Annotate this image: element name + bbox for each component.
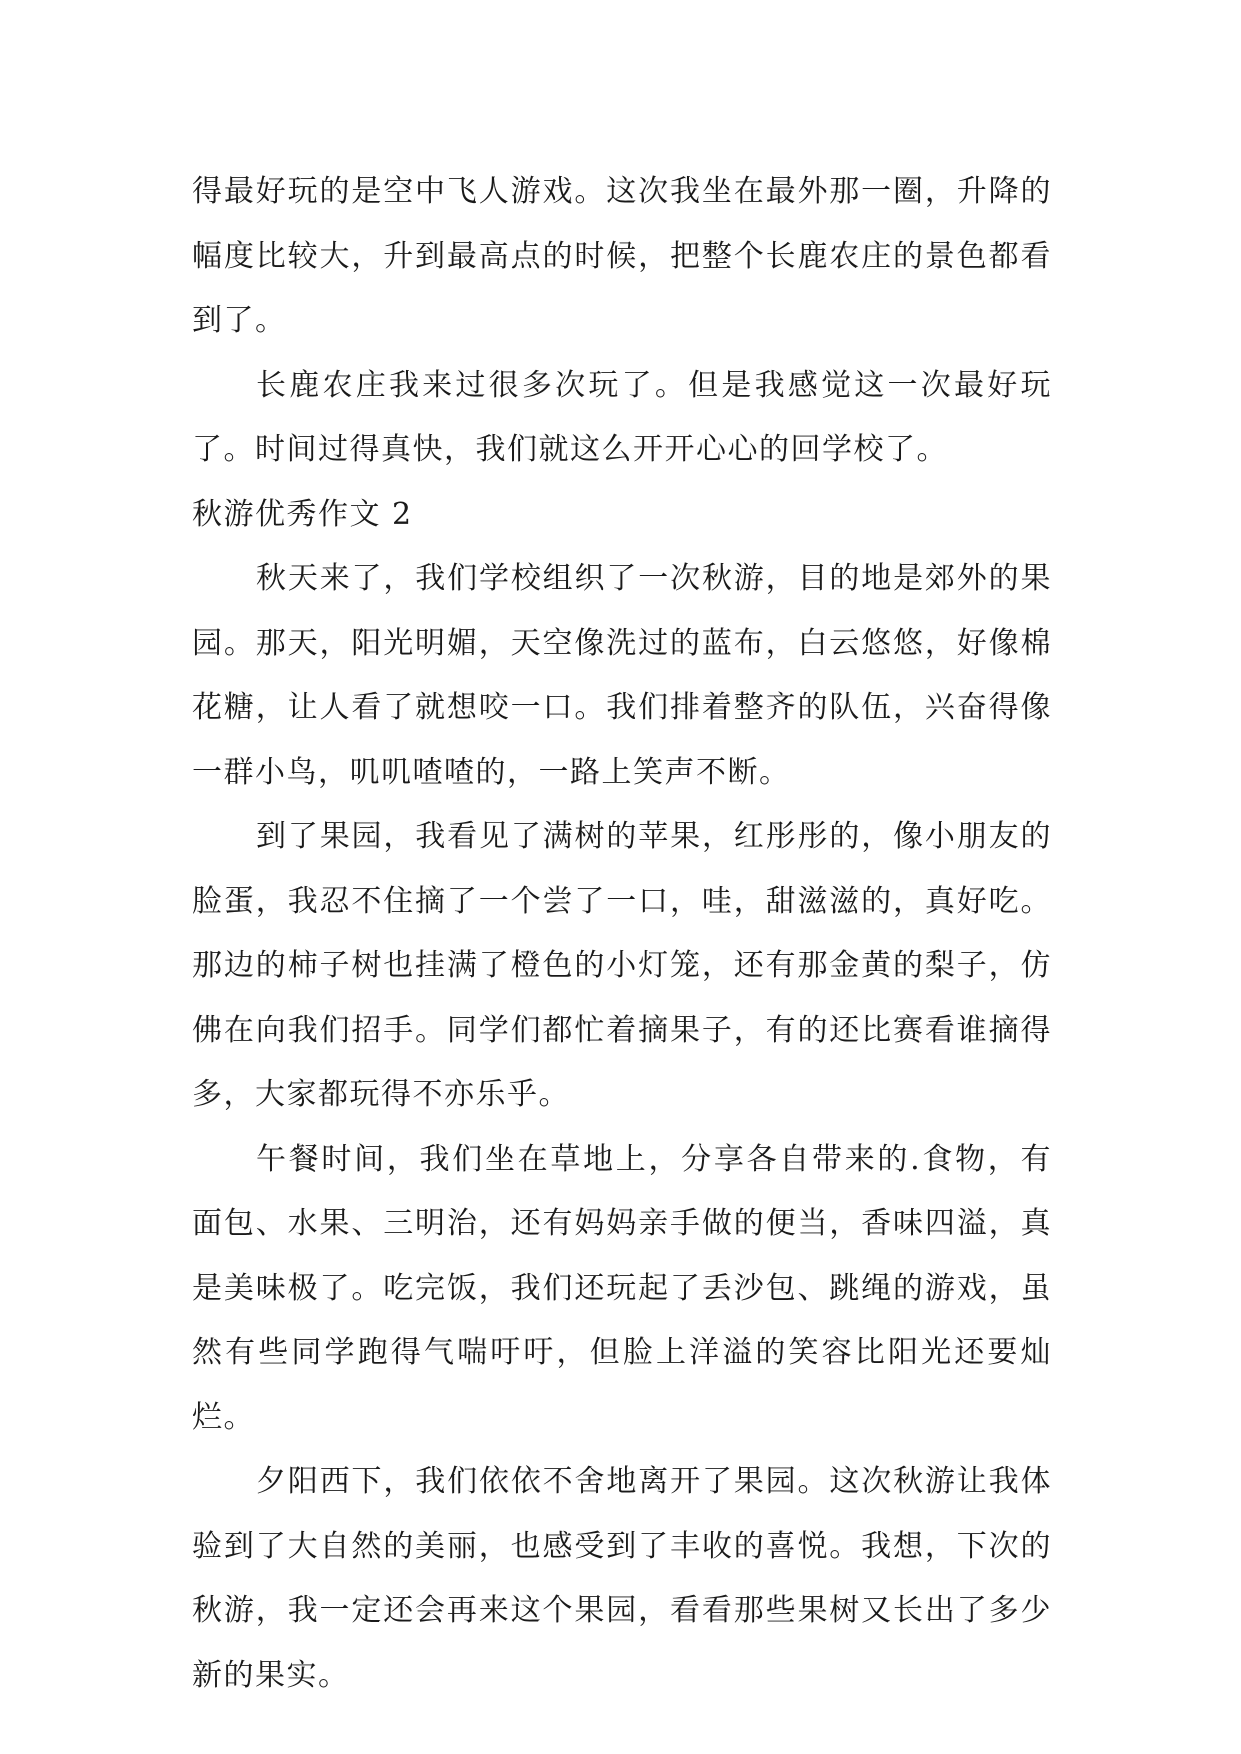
paragraph-continued: 得最好玩的是空中飞人游戏。这次我坐在最外那一圈，升降的幅度比较大，升到最高点的时候，把整个长鹿农庄的景色都看到了。 — [192, 174, 1052, 338]
paragraph: 秋天来了，我们学校组织了一次秋游，目的地是郊外的果园。那天，阳光明媚，天空像洗过的蓝布，白云悠悠，好像棉花糖，让人看了就想咬一口。我们排着整齐的队伍，兴奋得像一群小鸟，叽叽喳喳的，一路上笑声不断。 — [192, 561, 1052, 790]
document-body — [192, 160, 1052, 1708]
paragraph: 到了果园，我看见了满树的苹果，红彤彤的，像小朋友的脸蛋，我忍不住摘了一个尝了一口，哇，甜滋滋的，真好吃。那边的柿子树也挂满了橙色的小灯笼，还有那金黄的梨子，仿佛在向我们招手。同学们都忙着摘果子，有的还比赛看谁摘得多，大家都玩得不亦乐乎。 — [192, 819, 1052, 1112]
paragraph: 午餐时间，我们坐在草地上，分享各自带来的.食物，有面包、水果、三明治，还有妈妈亲手做的便当，香味四溢，真是美味极了。吃完饭，我们还玩起了丢沙包、跳绳的游戏，虽然有些同学跑得气喘吁吁，但脸上洋溢的笑容比阳光还要灿烂。 — [192, 1141, 1052, 1435]
section-heading: 秋游优秀作文 2 — [192, 496, 413, 532]
paragraph: 长鹿农庄我来过很多次玩了。但是我感觉这一次最好玩了。时间过得真快，我们就这么开开心心的回学校了。 — [192, 367, 1052, 467]
paragraph: 夕阳西下，我们依依不舍地离开了果园。这次秋游让我体验到了大自然的美丽，也感受到了丰收的喜悦。我想，下次的秋游，我一定还会再来这个果园，看看那些果树又长出了多少新的果实。 — [192, 1464, 1052, 1693]
